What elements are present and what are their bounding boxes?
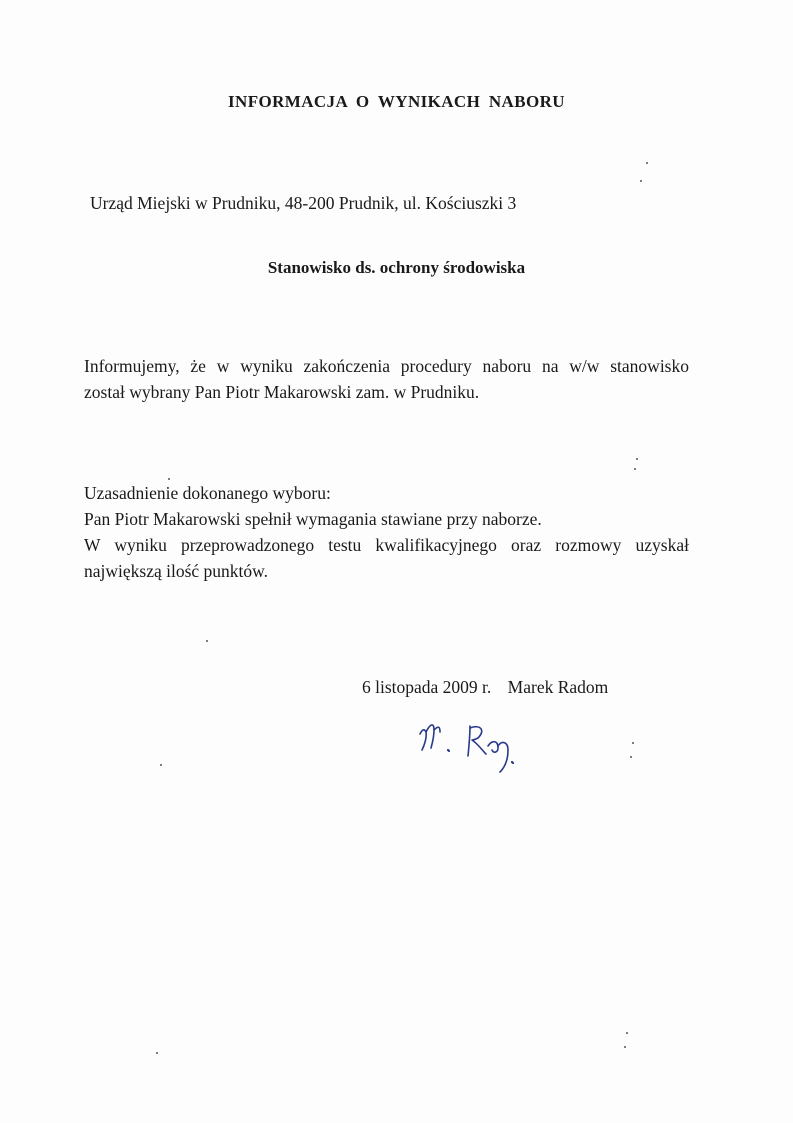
scan-speck	[636, 458, 638, 460]
scan-speck	[632, 742, 634, 744]
paragraph-line: W wyniku przeprowadzonego testu kwalifikacyjnego oraz rozmowy uzyskał	[84, 535, 689, 555]
scan-speck	[646, 162, 648, 164]
date-and-signatory	[362, 677, 608, 698]
scan-speck	[630, 756, 632, 758]
handwritten-signature	[412, 712, 552, 782]
scan-speck	[626, 1032, 628, 1034]
institution-address: Urząd Miejski w Prudniku, 48-200 Prudnik, ul. Kościuszki 3	[90, 193, 517, 213]
paragraph-line: Informujemy, że w wyniku zakończenia procedury naboru na w/w stanowisko	[84, 356, 689, 376]
scan-speck	[168, 478, 170, 480]
justification-paragraph	[84, 480, 689, 584]
scan-speck	[640, 180, 642, 182]
paragraph-line: został wybrany Pan Piotr Makarowski zam. w Prudniku.	[84, 382, 480, 402]
scan-speck	[156, 1052, 158, 1054]
paragraph-line: Uzasadnienie dokonanego wyboru:	[84, 483, 331, 503]
scan-speck	[624, 1046, 626, 1048]
paragraph-line: największą ilość punktów.	[84, 561, 269, 581]
announcement-paragraph	[84, 353, 689, 405]
scan-speck	[206, 640, 208, 642]
document-title: INFORMACJA O WYNIKACH NABORU	[228, 92, 565, 111]
paragraph-line: Pan Piotr Makarowski spełnił wymagania stawiane przy naborze.	[84, 509, 542, 529]
position-title: Stanowisko ds. ochrony środowiska	[267, 258, 526, 277]
document-date: 6 listopada 2009 r.	[362, 677, 492, 697]
signatory-name: Marek Radom	[507, 677, 609, 697]
scan-speck	[634, 468, 636, 470]
scan-speck	[160, 764, 162, 766]
